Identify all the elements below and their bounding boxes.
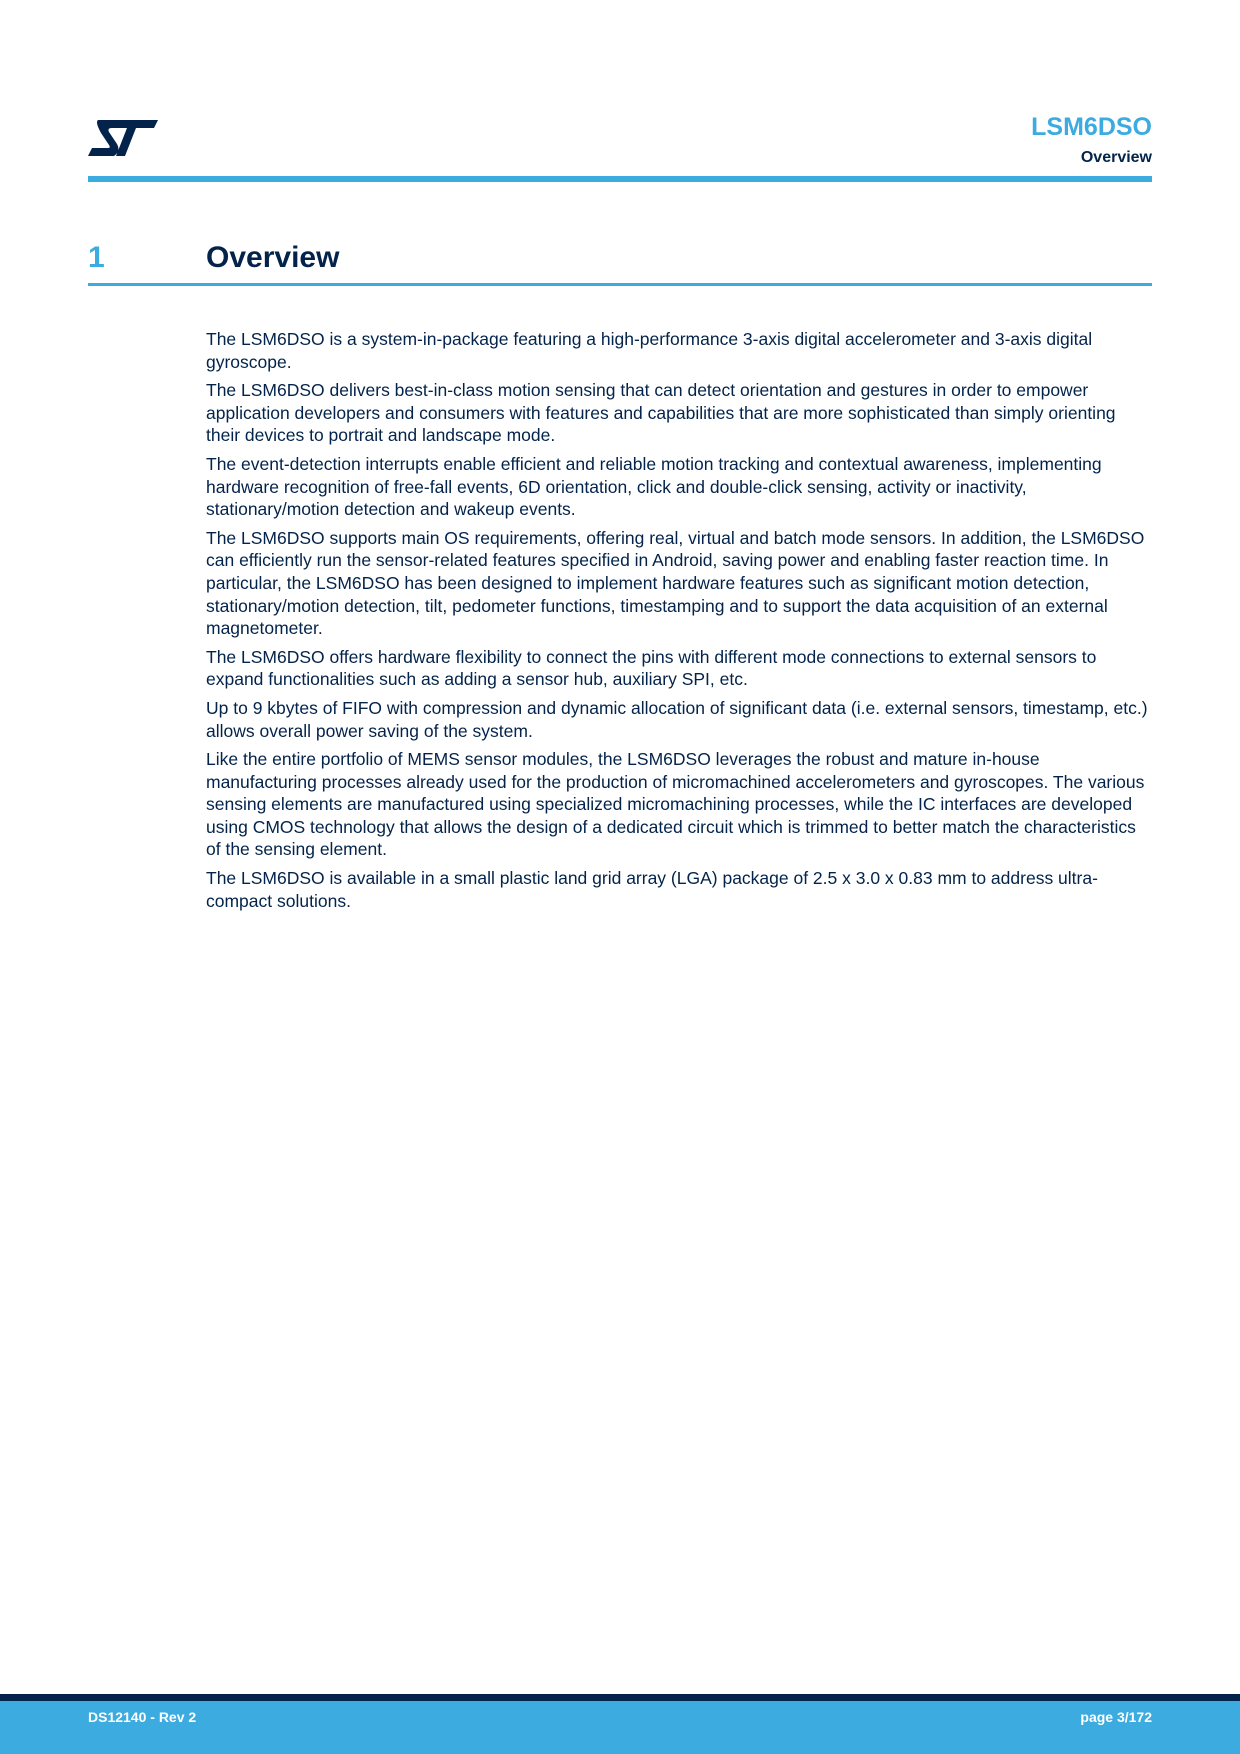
paragraph: The LSM6DSO offers hardware flexibility to connect the pins with different mode connections to external sensors to expand functionalities such as adding a sensor hub, auxiliary SPI, etc. xyxy=(206,646,1097,690)
section-divider xyxy=(88,283,1152,286)
footer-divider xyxy=(0,1694,1240,1701)
st-logo-icon xyxy=(88,118,160,158)
footer-page-number: page 3/172 xyxy=(1080,1709,1152,1725)
header-section-name: Overview xyxy=(1080,149,1152,166)
section-body xyxy=(206,328,1152,918)
paragraph: The LSM6DSO is a system-in-package featuring a high-performance 3-axis digital accelerometer and 3-axis digital gyroscope. xyxy=(206,329,1093,372)
footer-document-id: DS12140 - Rev 2 xyxy=(88,1709,197,1725)
paragraph: Up to 9 kbytes of FIFO with compression and dynamic allocation of significant data (i.e. external sensors, timestamp, etc.) allows overall power saving of the system. xyxy=(206,697,1148,741)
paragraph: The event-detection interrupts enable efficient and reliable motion tracking and contextual awareness, implementing hardware recognition of free-fall events, 6D orientation, click and double-click sensing, activity or inactivity, stationary/motion detection and wakeup events. xyxy=(206,453,1102,520)
section-number: 1 xyxy=(88,241,105,274)
section-title: Overview xyxy=(206,241,340,274)
paragraph: Like the entire portfolio of MEMS sensor modules, the LSM6DSO leverages the robust and mature in-house manufacturing processes already used for the production of micromachined accelerometers and gyroscopes. The various sensing elements are manufactured using specialized micromachining processes, while the IC interfaces are developed using CMOS technology that allows the design of a dedicated circuit which is trimmed to better match the characteristics of the sensing element. xyxy=(206,749,1145,860)
document-name: LSM6DSO xyxy=(1031,113,1152,141)
paragraph: The LSM6DSO supports main OS requirements, offering real, virtual and batch mode sensors. In addition, the LSM6DSO can efficiently run the sensor-related features specified in Android, saving power and enabling faster reaction time. In particular, the LSM6DSO has been designed to implement hardware features such as significant motion detection, stationary/motion detection, tilt, pedometer functions, timestamping and to support the data acquisition of an external magnetometer. xyxy=(206,527,1145,639)
header-divider xyxy=(88,176,1152,182)
header-document-info xyxy=(1031,112,1152,168)
paragraph: The LSM6DSO delivers best-in-class motion sensing that can detect orientation and gestures in order to empower application developers and consumers with features and capabilities that are more sophisticated than simply orienting their devices to portrait and landscape mode. xyxy=(206,380,1116,446)
paragraph: The LSM6DSO is available in a small plastic land grid array (LGA) package of 2.5 x 3.0 x 0.83 mm to address ultra-compact solutions. xyxy=(206,868,1098,911)
